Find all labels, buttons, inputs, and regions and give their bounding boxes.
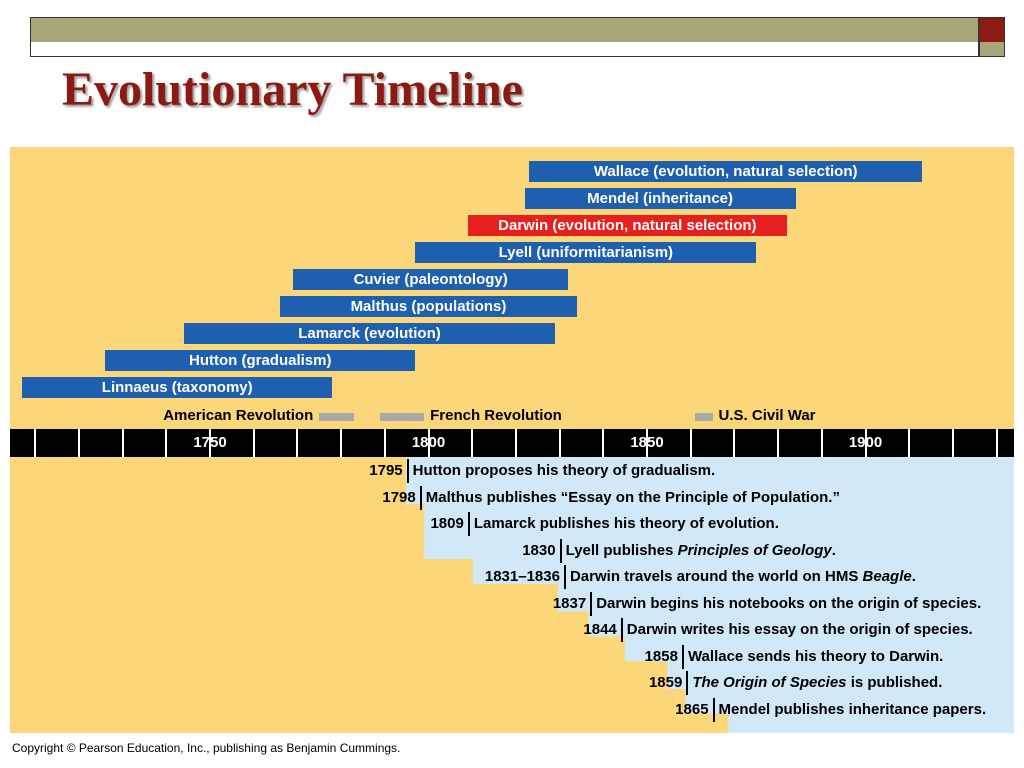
event-row: [645, 645, 944, 669]
event-description-italic: Principles of Geology: [677, 541, 832, 559]
event-year: 1858: [645, 645, 684, 669]
scientist-bar: Malthus (populations): [280, 296, 577, 317]
copyright-notice: Copyright © Pearson Education, Inc., publishing as Benjamin Cummings.: [12, 741, 401, 755]
scientist-bar: Cuvier (paleontology): [293, 269, 568, 290]
scientist-bar: Linnaeus (taxonomy): [22, 377, 332, 398]
event-description-text: Darwin travels around the world on HMS: [569, 568, 863, 585]
axis-tick-label: 1850: [630, 434, 664, 451]
event-description: [409, 459, 716, 483]
axis-tick: [122, 429, 124, 457]
event-year: 1809: [430, 512, 469, 536]
axis-tick: [165, 429, 167, 457]
event-description-text: .: [911, 568, 916, 585]
historical-event-bar: [319, 413, 354, 421]
page-title: Evolutionary Timeline: [62, 63, 523, 116]
axis-tick: [952, 429, 954, 457]
event-year: 1859: [649, 671, 688, 695]
axis-tick: [821, 429, 823, 457]
event-row: [382, 486, 840, 510]
event-description-text: Darwin begins his notebooks on the origin of species.: [596, 594, 982, 612]
event-description: [684, 645, 943, 669]
timeline-figure: [10, 147, 1014, 733]
event-description-text: Lamarck publishes his theory of evolution.: [473, 515, 779, 532]
axis-tick: [515, 429, 517, 457]
axis-tick: [253, 429, 255, 457]
event-year: 1831–1836: [485, 565, 566, 589]
event-description-text: Malthus publishes “Essay on the Principle of Population.”: [425, 488, 840, 506]
event-description-text: is published.: [846, 674, 943, 691]
timeline-axis: [10, 429, 1014, 457]
scientist-bar: Hutton (gradualism): [105, 350, 415, 371]
event-description: [562, 539, 836, 563]
event-description: [470, 512, 779, 536]
event-description-italic: Beagle: [862, 568, 912, 585]
historical-event-label: U.S. Civil War: [718, 407, 816, 424]
event-description: [715, 698, 987, 722]
axis-tick: [78, 429, 80, 457]
axis-tick: [384, 429, 386, 457]
event-year: 1830: [522, 539, 561, 563]
axis-tick: [340, 429, 342, 457]
event-row: [485, 565, 916, 589]
scientist-bar: Mendel (inheritance): [525, 188, 796, 209]
event-year: 1798: [382, 486, 421, 510]
event-row: [430, 512, 778, 536]
axis-tick: [777, 429, 779, 457]
axis-tick-label: 1900: [848, 434, 883, 451]
scientist-bar: Wallace (evolution, natural selection): [529, 161, 922, 182]
historical-event-label: American Revolution: [163, 407, 314, 424]
event-description-text: .: [831, 541, 836, 559]
event-year: 1865: [675, 698, 714, 722]
event-year: 1795: [369, 459, 408, 483]
scientist-bar: Darwin (evolution, natural selection): [468, 215, 787, 236]
axis-tick-label: 1750: [193, 434, 227, 451]
scientist-bar: Lyell (uniformitarianism): [415, 242, 756, 263]
event-description: [422, 486, 840, 510]
axis-tick: [296, 429, 298, 457]
axis-tick: [908, 429, 910, 457]
header-bar: [30, 17, 979, 43]
historical-event-bar: [695, 413, 712, 421]
historical-event-bar: [380, 413, 424, 421]
axis-tick: [690, 429, 692, 457]
event-description: [566, 565, 916, 589]
historical-event-label: French Revolution: [430, 407, 562, 424]
event-description-text: Wallace sends his theory to Darwin.: [687, 647, 944, 665]
axis-tick: [471, 429, 473, 457]
header-corner-square: [979, 17, 1005, 43]
event-description-text: Hutton proposes his theory of gradualism.: [412, 462, 716, 479]
axis-tick: [996, 429, 998, 457]
event-year: 1844: [583, 618, 622, 642]
scientist-bar: Lamarck (evolution): [184, 323, 555, 344]
event-year: 1837: [553, 592, 592, 616]
event-row: [649, 671, 942, 695]
axis-tick: [602, 429, 604, 457]
event-row: [675, 698, 986, 722]
event-description: [688, 671, 942, 695]
event-description-text: Lyell publishes: [565, 541, 678, 559]
event-description-text: Darwin writes his essay on the origin of species.: [626, 621, 973, 638]
event-row: [583, 618, 972, 642]
header-bar-lower: [30, 42, 979, 57]
event-row: [369, 459, 715, 483]
event-description: [623, 618, 973, 642]
event-description: [592, 592, 981, 616]
axis-tick: [733, 429, 735, 457]
axis-tick: [34, 429, 36, 457]
axis-tick: [559, 429, 561, 457]
event-description-text: Mendel publishes inheritance papers.: [718, 700, 987, 718]
event-description-italic: The Origin of Species: [692, 674, 847, 691]
header-corner-square-lower: [979, 42, 1005, 57]
axis-tick-label: 1800: [411, 434, 446, 451]
event-row: [522, 539, 836, 563]
event-row: [553, 592, 981, 616]
